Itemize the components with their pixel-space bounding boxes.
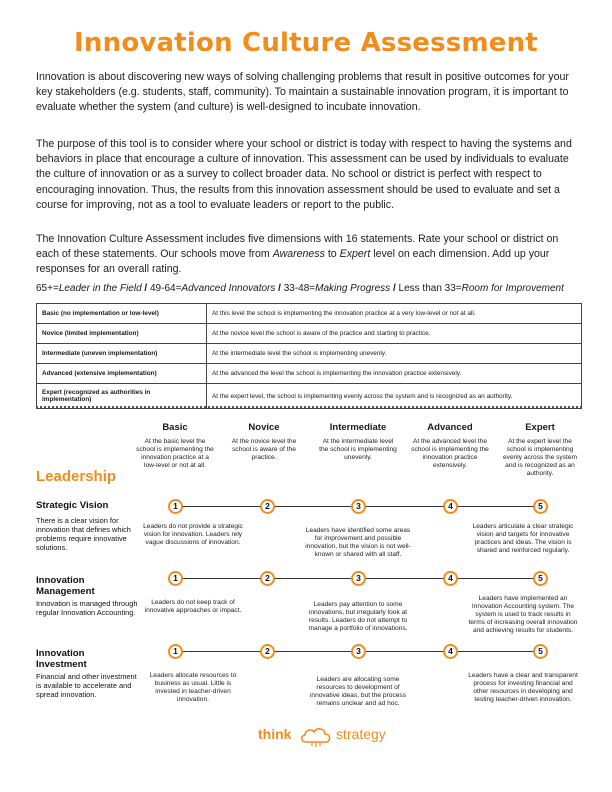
rating-circle-4[interactable]: 4 — [443, 644, 458, 659]
rating-circle-2[interactable]: 2 — [260, 644, 275, 659]
rating-circle-3[interactable]: 3 — [351, 499, 366, 514]
scale-range: Less than 33= — [398, 283, 462, 294]
level1-desc: Leaders do not provide a strategic vision for innovation. Leaders rely vague discussions of innovation. — [143, 523, 243, 546]
level-name: Basic (no implementation or low-level) — [37, 304, 207, 324]
level3-desc: Leaders have identified some areas for improvement and possible innovation, but the vision is not well-known or shared with all staff. — [305, 527, 411, 558]
scale-label: Leader in the Field — [58, 283, 142, 294]
row-desc-innovation-investment: Financial and other investment is available to accelerate and spread innovation. — [36, 672, 137, 699]
levels-table — [36, 303, 582, 409]
connector-line — [183, 651, 261, 652]
rating-circle-4[interactable]: 4 — [443, 571, 458, 586]
scale-separator: / — [390, 283, 399, 294]
intro-paragraph-2: The purpose of this tool is to consider where your school or district is today with respect to having the systems and behaviors in place that encourage a culture of innovation. This assessment can be used by individuals to evaluate the culture of innovation or as a survey to collect broader data. No school or district is perfect with respect to encouraging innovation. Thus, the results from this innovation assessment should be used to evaluate and set a course for improving, not as a tool to evaluate leaders or report to the public. — [36, 138, 572, 211]
rating-circle-2[interactable]: 2 — [260, 571, 275, 586]
level-description: At the advanced the level the school is implementing the innovation practice extensively. — [207, 364, 582, 384]
row-title-innovation-investment: Innovation Investment — [36, 648, 87, 670]
scale-range: 33-48= — [283, 283, 316, 294]
connector-line — [458, 651, 534, 652]
level-description: At this level the school is implementing the innovation practice at a very low-level or not at all. — [207, 304, 582, 324]
p3-text-c: level on each dimension. Add up your responses for an overall rating. — [36, 248, 550, 276]
column-desc-novice: At the novice level the school is aware of the practice. — [231, 438, 297, 461]
table-row — [37, 384, 582, 409]
level-name: Advanced (extensive implementation) — [37, 364, 207, 384]
column-header-intermediate: Intermediate — [329, 422, 387, 433]
rating-circle-5[interactable]: 5 — [533, 499, 548, 514]
row-title-innovation-management: Innovation Management — [36, 575, 95, 597]
connector-line — [458, 506, 534, 507]
logo-strategy-text: strategy — [336, 726, 386, 742]
scale-label: Room for Improvement — [461, 283, 564, 294]
level3-desc: Leaders are allocating some resources to development of innovative ideas, but the process remains unclear and ad hoc. — [309, 676, 407, 707]
level5-desc: Leaders have implemented an Innovation Accounting system. The system is used to track results in terms of increasing overall innovation and achieving results for students. — [468, 595, 578, 634]
table-row — [37, 364, 582, 384]
rating-circle-3[interactable]: 3 — [351, 571, 366, 586]
connector-line — [275, 506, 352, 507]
scale-range: 49-64= — [150, 283, 182, 294]
scale-range: 65+= — [36, 283, 59, 294]
p3-text-a: The Innovation Culture Assessment includes five dimensions with 16 statements. Rate your school or district on each of these statements. Our schools move from — [36, 233, 559, 261]
level1-desc: Leaders do not keep track of innovative approaches or impact. — [144, 599, 242, 614]
level-name: Novice (limited implementation) — [37, 324, 207, 344]
awareness-term: Awareness — [272, 248, 325, 261]
connector-line — [183, 578, 261, 579]
table-row — [37, 344, 582, 364]
connector-line — [366, 506, 444, 507]
scale-label: Advanced Innovators — [181, 283, 276, 294]
table-row — [37, 324, 582, 344]
row-desc-innovation-management: Innovation is managed through regular Innovation Accounting. — [36, 599, 138, 617]
connector-line — [366, 578, 444, 579]
rating-circle-5[interactable]: 5 — [533, 644, 548, 659]
connector-line — [366, 651, 444, 652]
connector-line — [275, 578, 352, 579]
level1-desc: Leaders allocate resources to business as usual. Little is invested in teacher-driven innovation. — [149, 672, 237, 703]
rating-circle-1[interactable]: 1 — [168, 644, 183, 659]
p3-text-b: to — [324, 248, 340, 261]
rating-circle-4[interactable]: 4 — [443, 499, 458, 514]
section-heading-leadership: Leadership — [36, 468, 117, 485]
level5-desc: Leaders articulate a clear strategic vision and targets for innovative practices and ideas. The vision is shared and reinforced regularly. — [472, 523, 574, 554]
column-header-advanced: Advanced — [427, 422, 473, 433]
rating-circle-1[interactable]: 1 — [168, 499, 183, 514]
page-title: Innovation Culture Assessment — [74, 28, 538, 58]
table-row — [37, 304, 582, 324]
level-name: Expert (recognized as authorities in implementation) — [37, 384, 207, 409]
level3-desc: Leaders pay attention to some innovations, but irregularly look at results. Leaders do not attempt to manage a portfolio of innovations. — [308, 601, 408, 632]
scale-separator: / — [275, 283, 284, 294]
logo-think-text: think — [258, 726, 292, 742]
connector-line — [458, 578, 534, 579]
intro-paragraph-1: Innovation is about discovering new ways of solving challenging problems that result in positive outcomes for your key stakeholders (e.g. students, staff, community). To maintain a sustainable innovation program, it is important to evaluate whether the system (and culture) is well-designed to incubate innovation. — [36, 71, 569, 114]
column-desc-expert: At the expert level the school is implementing evenly across the system and is recognized as an authority. — [502, 438, 578, 477]
expert-term: Expert — [339, 248, 371, 261]
level-description: At the novice level the school is aware of the practice and starting to practice. — [207, 324, 582, 344]
level-name: Intermediate (uneven implementation) — [37, 344, 207, 364]
column-header-basic: Basic — [162, 422, 188, 433]
level-description: At the intermediate level the school is implementing unevenly. — [207, 344, 582, 364]
dotted-divider — [36, 406, 582, 408]
rating-circle-5[interactable]: 5 — [533, 571, 548, 586]
connector-line — [183, 506, 261, 507]
intro-paragraph-3 — [36, 232, 581, 278]
column-header-novice: Novice — [248, 422, 280, 433]
level5-desc: Leaders have a clear and transparent process for investing financial and other resources in developing and testing teacher-driven innovation. — [468, 672, 578, 703]
scale-separator: / — [141, 283, 150, 294]
row-title-strategic-vision: Strategic Vision — [36, 500, 109, 511]
rating-circle-3[interactable]: 3 — [351, 644, 366, 659]
column-header-expert: Expert — [525, 422, 555, 433]
column-desc-intermediate: At the intermediate level the school is implementing unevenly. — [319, 438, 397, 461]
rating-circle-2[interactable]: 2 — [260, 499, 275, 514]
row-desc-strategic-vision: There is a clear vision for innovation that defines which problems require innovative solutions. — [36, 516, 131, 552]
column-desc-advanced: At the advanced level the school is implementing the innovation practice extensively. — [411, 438, 489, 469]
score-scale — [36, 283, 596, 294]
cloud-icon — [298, 724, 334, 748]
scale-label: Making Progress — [315, 283, 391, 294]
rating-circle-1[interactable]: 1 — [168, 571, 183, 586]
level-description: At the expert level, the school is implementing evenly across the system and is recognized as an authority. — [207, 384, 582, 409]
think-strategy-logo — [258, 724, 398, 748]
column-desc-basic: At the basic level the school is implementing the innovation practice at a low-level or not at all. — [136, 438, 214, 469]
connector-line — [275, 651, 352, 652]
